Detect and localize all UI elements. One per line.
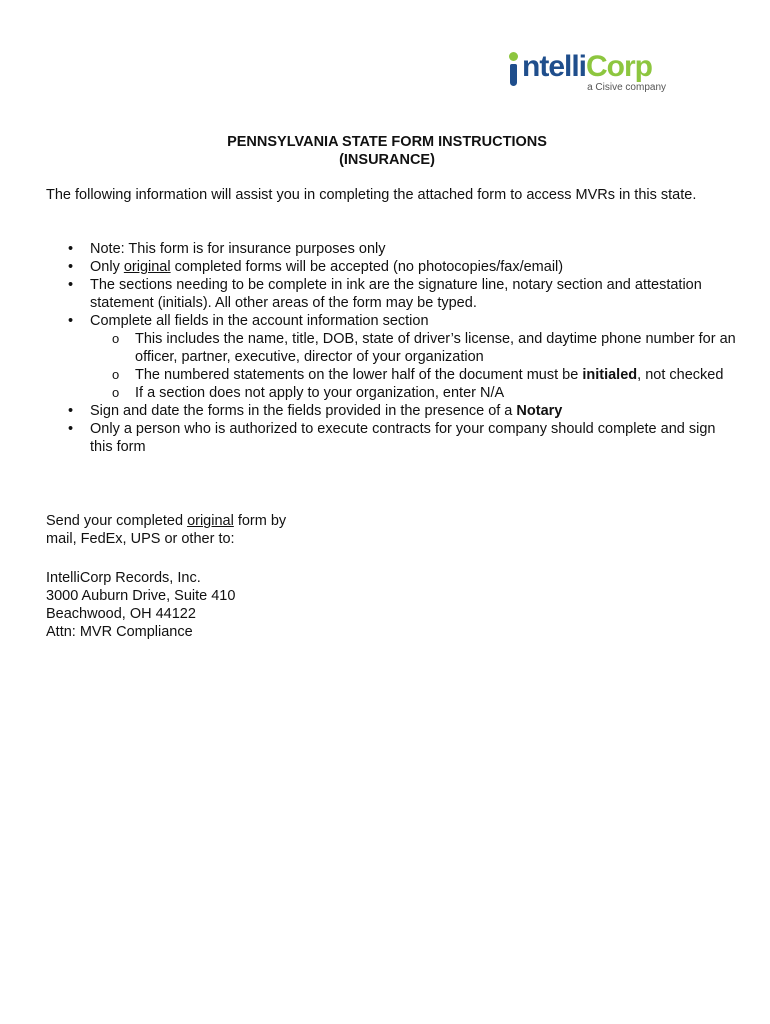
send-instructions: Send your completed original form by mail, FedEx, UPS or other to: bbox=[46, 513, 287, 547]
list-item: • Sign and date the forms in the fields provided in the presence of a Notary bbox=[46, 402, 736, 420]
sub-list-item: o The numbered statements on the lower half of the document must be initialed, not checked bbox=[90, 366, 736, 384]
underlined-original: original bbox=[123, 259, 171, 275]
list-item: • The sections needing to be complete in ink are the signature line, notary section and attestation statement (initials). All other areas of the form may be typed. bbox=[46, 276, 736, 312]
sub-list-item: o This includes the name, title, DOB, state of driver’s license, and daytime phone number for an officer, partner, executive, director of your organization bbox=[90, 330, 736, 366]
instructions-list bbox=[46, 240, 736, 456]
address-line: 3000 Auburn Drive, Suite 410 bbox=[46, 588, 236, 604]
mailing-address bbox=[46, 569, 235, 641]
address-line: Attn: MVR Compliance bbox=[46, 624, 193, 640]
intellicorp-logo bbox=[508, 42, 670, 98]
logo-wordmark bbox=[508, 42, 652, 82]
list-item: • Complete all fields in the account information section o This includes the name, title, DOB, state of driver’s license, and daytime phone number for an officer, partner, executive, director of your organization o The numbered statements on the lower half of the document must be initialed, not checked o If a section does not apply to your organization, enter N/A bbox=[46, 312, 736, 402]
list-item: • Only a person who is authorized to execute contracts for your company should complete and sign this form bbox=[46, 420, 736, 456]
title-line-2: (INSURANCE) bbox=[339, 152, 435, 168]
title-line-1: PENNSYLVANIA STATE FORM INSTRUCTIONS bbox=[227, 134, 547, 150]
logo-tagline: a Cisive company bbox=[587, 82, 666, 93]
sub-list-item: o If a section does not apply to your organization, enter N/A bbox=[90, 384, 736, 402]
sub-list bbox=[90, 330, 736, 402]
address-line: IntelliCorp Records, Inc. bbox=[46, 570, 201, 586]
document-title bbox=[0, 133, 770, 169]
list-item: • Note: This form is for insurance purposes only bbox=[46, 240, 736, 258]
address-line: Beachwood, OH 44122 bbox=[46, 606, 196, 622]
list-item: • Only original completed forms will be accepted (no photocopies/fax/email) bbox=[46, 258, 736, 276]
underlined-original: original bbox=[187, 513, 234, 529]
logo-text-intelli: ntelli bbox=[522, 50, 587, 83]
logo-i-icon bbox=[508, 52, 521, 82]
intro-paragraph: The following information will assist you in completing the attached form to access MVRs in this state. bbox=[46, 187, 697, 203]
logo-text-corp: Corp bbox=[586, 50, 653, 83]
